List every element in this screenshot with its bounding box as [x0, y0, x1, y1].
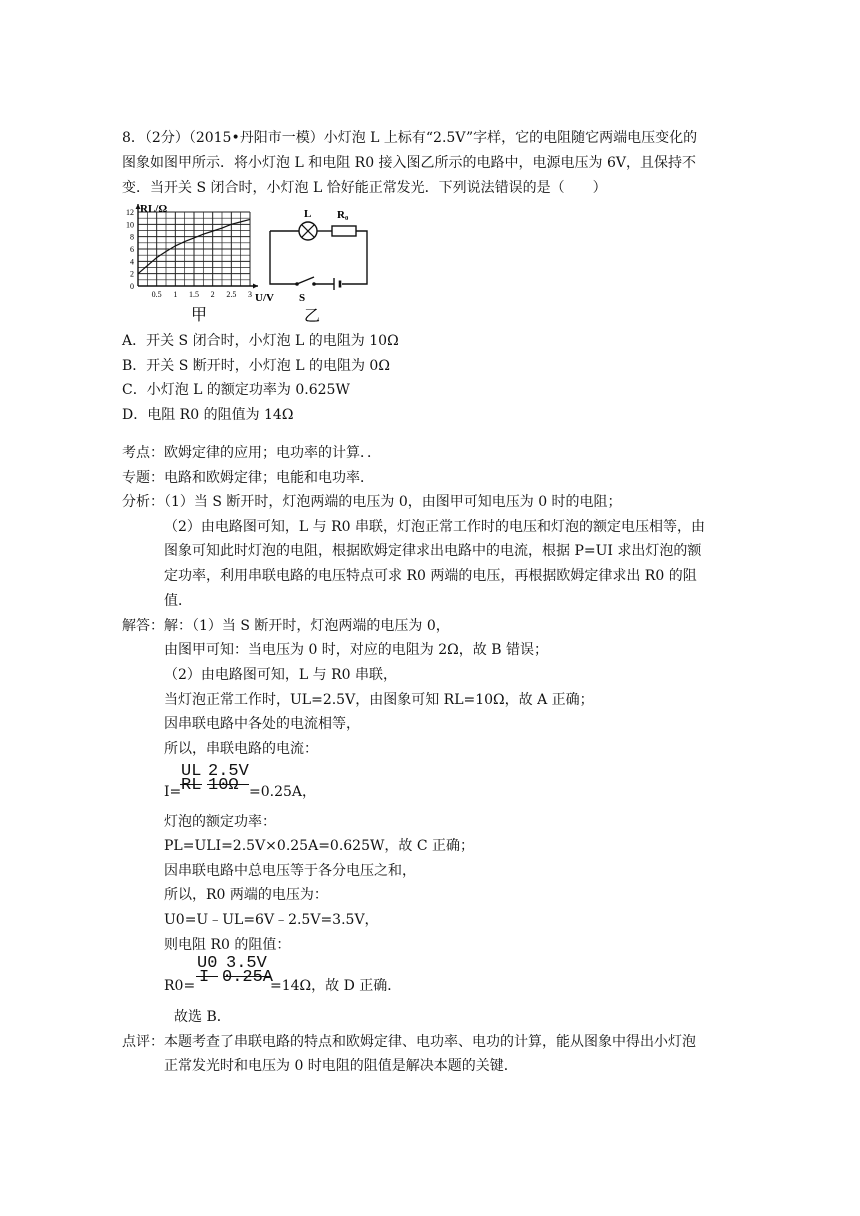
solution-line-13: 故选 B．	[174, 1009, 231, 1025]
y-tick-label: 2	[130, 269, 134, 279]
eq2-suffix: =14Ω，故 D 正确．	[270, 978, 402, 994]
question-line-3: 变．当开关 S 闭合时，小灯泡 L 恰好能正常发光．下列说法错误的是（ ）	[122, 180, 607, 196]
zhuanti: 专题：电路和欧姆定律；电能和电功率．	[122, 470, 374, 486]
solution-line-6: 所以，串联电路的电流：	[164, 741, 318, 757]
resistor-icon	[332, 226, 356, 236]
eq1-denominator-2: 10Ω	[208, 776, 239, 795]
x-tick-label: 1	[173, 290, 178, 299]
lamp-icon	[299, 222, 317, 240]
comment-line-2: 正常发光时和电压为 0 时电阻的阻值是解决本题的关键．	[164, 1058, 518, 1074]
eq2-numerator-2: 3.5V	[226, 954, 267, 973]
y-tick-label: 10	[126, 220, 134, 230]
solution-line-4: 当灯泡正常工作时，UL=2.5V，由图象可知 RL=10Ω，故 A 正确；	[164, 692, 594, 708]
switch-icon	[295, 277, 316, 286]
solution-line-8: PL=ULI=2.5V×0.25A=0.625W，故 C 正确；	[164, 838, 475, 854]
solution-line-5: 因串联电路中各处的电流相等，	[164, 716, 360, 732]
switch-label: S	[299, 292, 306, 304]
lamp-label: L	[304, 208, 312, 220]
analysis-line-2: （2）由电路图可知，L 与 R0 串联，灯泡正常工作时的电压和灯泡的额定电压相等，由	[164, 519, 706, 535]
solution-line-1: 解答：解：（1）当 S 断开时，灯泡两端的电压为 0，	[122, 618, 450, 634]
x-axis-label: U/V	[255, 292, 274, 304]
solution-line-2: 由图甲可知：当电压为 0 时，对应的电阻为 2Ω，故 B 错误；	[164, 642, 548, 658]
y-axis-label: RL/Ω	[140, 203, 168, 215]
eq2-denominator-1: I	[199, 968, 210, 987]
eq1-numerator-2: 2.5V	[208, 762, 249, 781]
kaodian: 考点：欧姆定律的应用；电功率的计算．．	[122, 445, 381, 461]
x-axis-arrow	[253, 284, 258, 289]
option-a: A．开关 S 闭合时，小灯泡 L 的电阻为 10Ω	[122, 333, 399, 349]
comment-line-1: 点评：本题考查了串联电路的特点和欧姆定律、电功率、电功的计算，能从图象中得出小灯泡	[122, 1034, 696, 1050]
x-tick-label: 2	[210, 290, 215, 299]
solution-line-9: 因串联电路中总电压等于各分电压之和，	[164, 863, 416, 879]
eq1-prefix: I=	[164, 784, 182, 800]
question-line-1: 8．（2分）（2015•丹阳市一模）小灯泡 L 上标有“2.5V”字样，它的电阻随它两端电压变化的	[122, 130, 698, 146]
eq2-numerator-1: U0	[197, 954, 218, 973]
y-tick-label: 4	[130, 257, 134, 267]
question-line-2: 图象如图甲所示．将小灯泡 L 和电阻 R0 接入图乙所示的电路中，电源电压为 6V，且保持不	[122, 155, 697, 171]
x-tick-label: 1.5	[189, 290, 199, 299]
solution-line-10: 所以，R0 两端的电压为：	[164, 887, 328, 903]
x-tick-label: 2.5	[226, 290, 237, 299]
solution-line-7: 灯泡的额定功率：	[164, 814, 276, 830]
eq1-numerator-1: UL	[181, 762, 202, 781]
option-d: D．电阻 R0 的阻值为 14Ω	[122, 407, 294, 423]
y-tick-label: 0	[130, 282, 134, 291]
option-b: B．开关 S 断开时，小灯泡 L 的电阻为 0Ω	[122, 358, 390, 374]
circuit-wire-right	[342, 231, 367, 284]
y-tick-label: 12	[126, 208, 134, 217]
eq2-prefix: R0=	[164, 978, 196, 994]
option-c: C．小灯泡 L 的额定功率为 0.625W	[122, 382, 350, 398]
eq2-denominator-2: 0.25A	[222, 968, 274, 987]
analysis-line-3: 图象可知此时灯泡的电阻，根据欧姆定律求出电路中的电流，根据 P=UI 求出灯泡的额	[164, 543, 702, 559]
y-tick-label: 8	[130, 232, 134, 242]
analysis-line-4: 定功率，利用串联电路的电压特点可求 R0 两端的电压，再根据欧姆定律求出 R0 的阻	[164, 568, 697, 584]
caption-yi: 乙	[303, 308, 321, 325]
solution-line-12: 则电阻 R0 的阻值：	[164, 937, 291, 953]
resistor-label: R₀	[337, 209, 349, 221]
x-tick-label: 3	[248, 290, 252, 299]
circuit-yi	[260, 200, 380, 326]
analysis-line-5: 值．	[164, 593, 192, 609]
eq1-denominator-1: RL	[181, 776, 202, 795]
battery-icon	[334, 278, 340, 290]
x-tick-label: 0.5	[151, 290, 162, 299]
solution-line-3: （2）由电路图可知，L 与 R0 串联，	[164, 667, 398, 683]
solution-line-11: U0=U﹣UL=6V﹣2.5V=3.5V，	[164, 912, 379, 928]
caption-jia: 甲	[190, 307, 208, 324]
y-tick-label: 6	[130, 245, 134, 254]
analysis-line-1: 分析：（1）当 S 断开时，灯泡两端的电压为 0，由图甲可知电压为 0 时的电阻；	[122, 494, 622, 510]
circuit-wire-left	[270, 231, 296, 284]
eq1-suffix: =0.25A，	[249, 784, 317, 800]
